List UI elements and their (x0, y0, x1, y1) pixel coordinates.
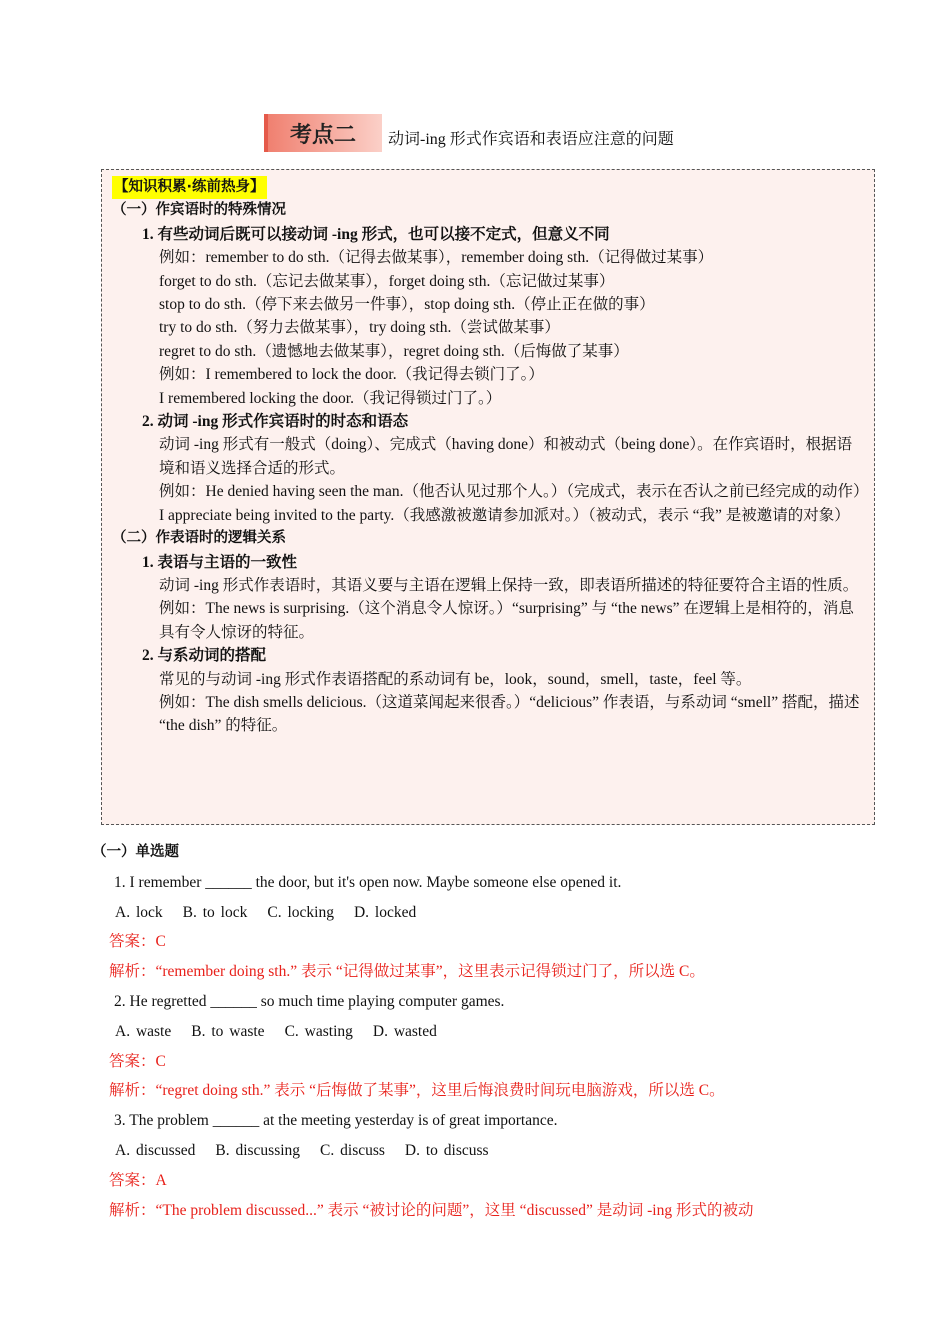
option: D. to discuss (404, 1141, 489, 1159)
paragraph: try to do sth.（努力去做某事），try doing sth.（尝试做某事） (159, 319, 560, 337)
paragraph: I remembered locking the door.（我记得锁过门了。） (159, 389, 502, 407)
analysis: 解析：“regret doing sth.” 表示 “后悔做了某事”，这里后悔浪费时间玩电脑游戏，所以选 C。 (109, 1082, 725, 1100)
option: B. to waste (191, 1022, 265, 1040)
paragraph: regret to do sth.（遗憾地去做某事），regret doing sth.（后悔做了某事） (159, 342, 629, 360)
paragraph: 动词 -ing 形式作表语时，其语义要与主语在逻辑上保持一致，即表语所描述的特征要符合主语的性质。 (159, 576, 859, 594)
question-stem: 1. I remember ______ the door, but it's open now. Maybe someone else opened it. (114, 873, 622, 891)
knowledge-box (101, 169, 875, 825)
paragraph: 例如：remember to do sth.（记得去做某事），remember doing sth.（记得做过某事） (159, 249, 714, 267)
option: B. discussing (215, 1141, 301, 1159)
section-heading: （一）单选题 (92, 844, 179, 860)
option: C. locking (267, 903, 334, 921)
option: C. discuss (320, 1141, 385, 1159)
paragraph: 例如：The news is surprising.（这个消息令人惊讶。）“surprising” 与 “the news” 在逻辑上是相符的，消息具有令人惊讶的特征。 (159, 600, 854, 641)
analysis: 解析：“remember doing sth.” 表示 “记得做过某事”，这里表示记得锁过门了，所以选 C。 (109, 963, 705, 981)
paragraph: stop to do sth.（停下来去做另一件事），stop doing sth.（停止正在做的事） (159, 296, 655, 314)
option: A. waste (115, 1022, 172, 1040)
option: D. wasted (372, 1022, 437, 1040)
option: D. locked (353, 903, 417, 921)
options (92, 1136, 882, 1166)
options (92, 898, 882, 928)
paragraph: 例如：The dish smells delicious.（这道菜闻起来很香。）“delicious” 作表语，与系动词 “smell” 搭配，描述 “the dish” 的特征。 (159, 693, 860, 735)
paragraph: 例如：I remembered to lock the door.（我记得去锁门了。） (159, 366, 544, 384)
option: C. wasting (284, 1022, 353, 1040)
heading: 1. 有些动词后既可以接动词 -ing 形式，也可以接不定式，但意义不同 (142, 225, 610, 243)
section-title: 动词-ing 形式作宾语和表语应注意的问题 (388, 131, 674, 148)
question (92, 987, 882, 1106)
heading: 2. 与系动词的搭配 (142, 647, 267, 665)
question-stem: 3. The problem ______ at the meeting yesterday is of great importance. (114, 1112, 558, 1130)
option: B. to lock (182, 903, 248, 921)
highlight-tag: 【知识积累·练前热身】 (112, 176, 267, 199)
paragraph: 例如：He denied having seen the man.（他否认见过那个人。）（完成式，表示在否认之前已经完成的动作） (159, 483, 869, 501)
paragraph: 动词 -ing 形式有一般式（doing）、完成式（having done）和被动式（being done）。在作宾语时，根据语境和语义选择合适的形式。 (159, 436, 853, 477)
question-stem: 2. He regretted ______ so much time playing computer games. (114, 992, 505, 1010)
question (92, 868, 882, 987)
answer: 答案：C (109, 1052, 166, 1070)
answer: 答案：A (109, 1171, 167, 1189)
option: A. discussed (115, 1141, 196, 1159)
section-badge (264, 114, 382, 152)
heading: （二）作表语时的逻辑关系 (112, 530, 286, 547)
paragraph: 常见的与动词 -ing 形式作表语搭配的系动词有 be，look，sound，smell，taste，feel 等。 (159, 670, 752, 688)
heading: 1. 表语与主语的一致性 (142, 553, 298, 571)
options (92, 1017, 882, 1047)
option: A. lock (115, 903, 163, 921)
questions-section (92, 838, 882, 1225)
paragraph: forget to do sth.（忘记去做某事），forget doing sth.（忘记做过某事） (159, 272, 615, 290)
question (92, 1106, 882, 1225)
heading: 2. 动词 -ing 形式作宾语时的时态和语态 (142, 413, 409, 431)
heading: （一）作宾语时的特殊情况 (112, 202, 286, 219)
paragraph: I appreciate being invited to the party.（我感激被邀请参加派对。）（被动式，表示 “我” 是被邀请的对象） (159, 506, 850, 524)
analysis: 解析：“The problem discussed...” 表示 “被讨论的问题”，这里 “discussed” 是动词 -ing 形式的被动 (109, 1201, 754, 1219)
badge-text: 考点二 (290, 123, 357, 148)
answer: 答案：C (109, 933, 166, 951)
